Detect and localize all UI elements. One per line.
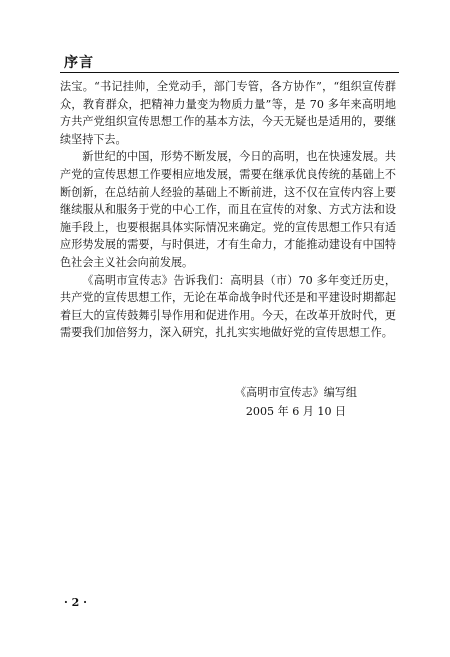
preface-body — [60, 78, 396, 342]
signature-block — [216, 383, 376, 421]
paragraph-continuation: 法宝。“书记挂帅，全党动手，部门专管，各方协作”，“组织宣传群众，教育群众，把精神力量变为物质力量”等，是 70 多年来高明地方共产党组织宣传思想工作的基本方法，今天无疑也是适用的，要继续坚持下去。 — [60, 80, 396, 146]
page-number: · 2 · — [64, 596, 87, 609]
paragraph-new-century: 新世纪的中国，形势不断发展，今日的高明，也在快速发展。共产党的宣传思想工作要相应地发展，需要在继承优良传统的基础上不断创新，在总结前人经验的基础上不断前进，这不仅在宣传内容上要继续服从和服务于党的中心工作，而且在宣传的对象、方式方法和设施手段上，也要根据具体实际情况来确定。党的宣传思想工作只有适应形势发展的需要，与时俱进，才有生命力，才能推动建设有中国特色社会主义社会向前发展。 — [60, 150, 396, 269]
header-divider — [60, 72, 399, 73]
signature-author: 《高明市宣传志》编写组 — [234, 386, 358, 399]
paragraph-gazetteer-lesson: 《高明市宣传志》告诉我们：高明县（市）70 多年变迁历史，共产党的宣传思想工作，无论在革命战争时代还是和平建设时期都起着巨大的宣传鼓舞引导作用和促进作用。今天，在改革开放时代，更需要我们加倍努力，深入研究，扎扎实实地做好党的宣传思想工作。 — [60, 273, 396, 340]
signature-date: 2005 年 6 月 10 日 — [245, 405, 347, 418]
page-header-title: 序言 — [64, 55, 94, 71]
